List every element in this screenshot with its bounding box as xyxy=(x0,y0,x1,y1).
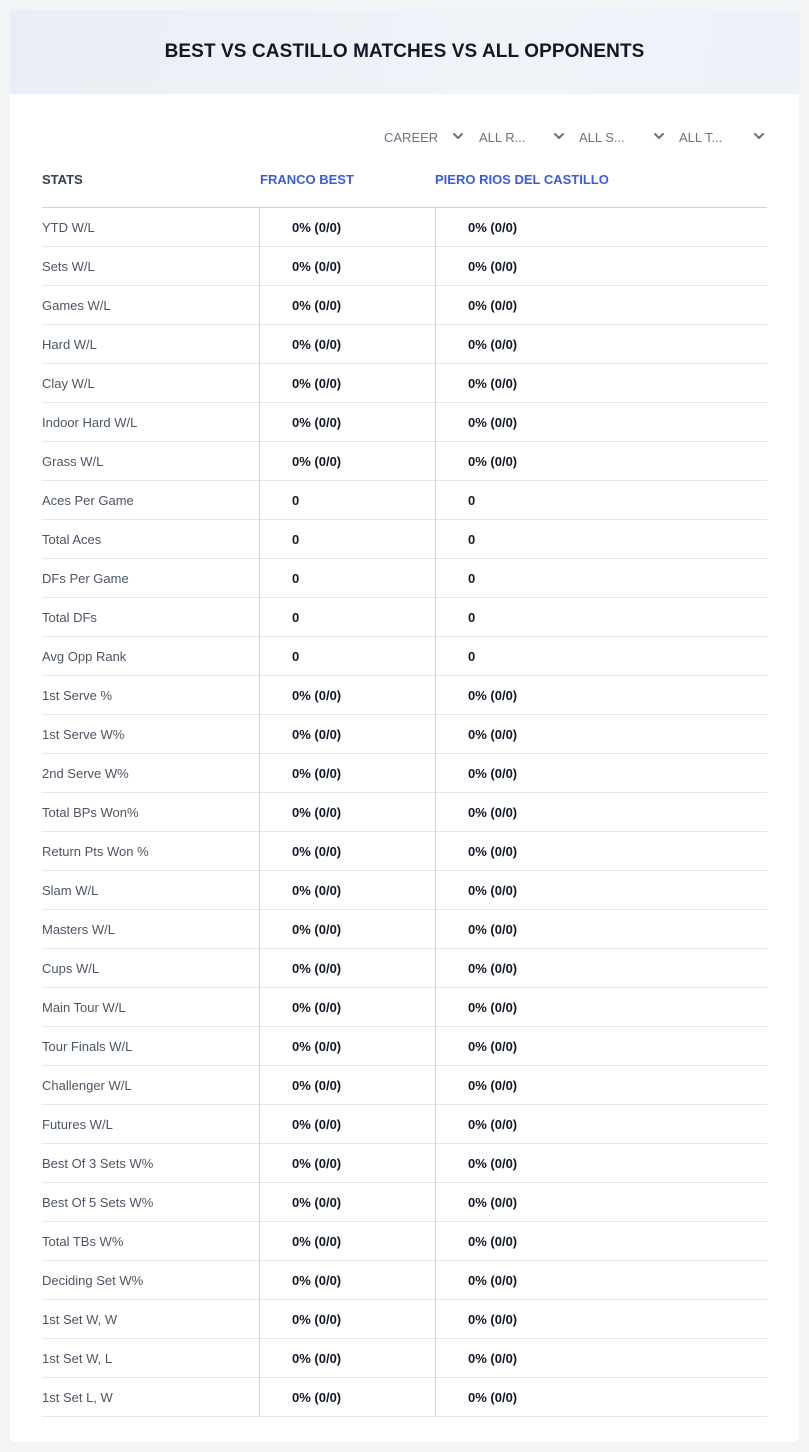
table-row xyxy=(42,1378,767,1417)
table-row xyxy=(42,1222,767,1261)
player1-value: 0% (0/0) xyxy=(292,337,342,352)
column-divider xyxy=(259,208,260,1417)
player1-value: 0 xyxy=(292,532,300,547)
player2-value: 0% (0/0) xyxy=(468,844,518,859)
player1-value: 0% (0/0) xyxy=(292,298,342,313)
player1-value: 0% (0/0) xyxy=(292,1156,342,1171)
stat-label: Total TBs W% xyxy=(42,1234,124,1249)
table-row xyxy=(42,208,767,247)
stat-label: Total DFs xyxy=(42,610,97,625)
chevron-down-icon xyxy=(553,130,565,142)
table-row xyxy=(42,1144,767,1183)
table-row xyxy=(42,949,767,988)
player1-value: 0% (0/0) xyxy=(292,454,342,469)
column-header-player2[interactable]: PIERO RIOS DEL CASTILLO xyxy=(435,172,609,187)
player1-value: 0% (0/0) xyxy=(292,688,342,703)
player2-value: 0% (0/0) xyxy=(468,766,518,781)
filter-round-select[interactable] xyxy=(479,126,565,148)
stat-label: Main Tour W/L xyxy=(42,1000,126,1015)
table-row xyxy=(42,910,767,949)
table-header xyxy=(42,156,767,208)
table-row xyxy=(42,1300,767,1339)
player2-value: 0 xyxy=(468,610,476,625)
player1-value: 0 xyxy=(292,610,300,625)
stat-label: 2nd Serve W% xyxy=(42,766,129,781)
stat-label: YTD W/L xyxy=(42,220,95,235)
table-row xyxy=(42,1183,767,1222)
player2-value: 0 xyxy=(468,571,476,586)
table-row xyxy=(42,715,767,754)
player2-value: 0% (0/0) xyxy=(468,376,518,391)
player1-value: 0% (0/0) xyxy=(292,1117,342,1132)
player2-value: 0% (0/0) xyxy=(468,961,518,976)
player2-value: 0% (0/0) xyxy=(468,1000,518,1015)
player1-value: 0 xyxy=(292,493,300,508)
table-row xyxy=(42,286,767,325)
table-row xyxy=(42,1105,767,1144)
player2-value: 0 xyxy=(468,649,476,664)
filter-period-label: CAREER xyxy=(384,129,439,145)
table-row xyxy=(42,325,767,364)
stat-label: Clay W/L xyxy=(42,376,95,391)
player1-value: 0% (0/0) xyxy=(292,727,342,742)
table-row xyxy=(42,637,767,676)
player2-value: 0 xyxy=(468,493,476,508)
player1-value: 0 xyxy=(292,571,300,586)
player2-value: 0% (0/0) xyxy=(468,259,518,274)
player2-value: 0% (0/0) xyxy=(468,1195,518,1210)
player2-value: 0% (0/0) xyxy=(468,688,518,703)
page-title: BEST VS CASTILLO MATCHES VS ALL OPPONENTS xyxy=(164,41,645,62)
stat-label: Aces Per Game xyxy=(42,493,134,508)
table-row xyxy=(42,676,767,715)
chevron-down-icon xyxy=(653,130,665,142)
stat-label: Total BPs Won% xyxy=(42,805,139,820)
player2-value: 0% (0/0) xyxy=(468,805,518,820)
player2-value: 0% (0/0) xyxy=(468,1312,518,1327)
filter-tournament-select[interactable] xyxy=(679,126,765,148)
table-row xyxy=(42,793,767,832)
chevron-down-icon xyxy=(753,130,765,142)
stat-label: Masters W/L xyxy=(42,922,115,937)
player1-value: 0% (0/0) xyxy=(292,883,342,898)
table-row xyxy=(42,871,767,910)
table-row xyxy=(42,559,767,598)
stat-label: Sets W/L xyxy=(42,259,95,274)
stat-label: Cups W/L xyxy=(42,961,100,976)
player1-value: 0% (0/0) xyxy=(292,844,342,859)
player2-value: 0% (0/0) xyxy=(468,922,518,937)
player1-value: 0% (0/0) xyxy=(292,961,342,976)
table-row xyxy=(42,247,767,286)
stat-label: DFs Per Game xyxy=(42,571,129,586)
stat-label: 1st Set W, L xyxy=(42,1351,113,1366)
table-row xyxy=(42,1339,767,1378)
stat-label: Deciding Set W% xyxy=(42,1273,144,1288)
stat-label: Grass W/L xyxy=(42,454,104,469)
player1-value: 0% (0/0) xyxy=(292,805,342,820)
player2-value: 0% (0/0) xyxy=(468,727,518,742)
player1-value: 0% (0/0) xyxy=(292,1312,342,1327)
table-row xyxy=(42,988,767,1027)
player1-value: 0% (0/0) xyxy=(292,220,342,235)
stat-label: Slam W/L xyxy=(42,883,99,898)
player2-value: 0% (0/0) xyxy=(468,1273,518,1288)
player2-value: 0% (0/0) xyxy=(468,220,518,235)
player1-value: 0% (0/0) xyxy=(292,259,342,274)
filter-surface-label: ALL S... xyxy=(579,129,625,145)
player1-value: 0% (0/0) xyxy=(292,415,342,430)
player2-value: 0% (0/0) xyxy=(468,337,518,352)
player2-value: 0% (0/0) xyxy=(468,1039,518,1054)
filter-tournament-label: ALL T... xyxy=(679,129,723,145)
player1-value: 0% (0/0) xyxy=(292,922,342,937)
stats-card xyxy=(10,10,799,1442)
player2-value: 0% (0/0) xyxy=(468,1156,518,1171)
player2-value: 0% (0/0) xyxy=(468,1390,518,1405)
filter-round-label: ALL R... xyxy=(479,129,526,145)
player2-value: 0% (0/0) xyxy=(468,298,518,313)
table-row xyxy=(42,598,767,637)
table-row xyxy=(42,442,767,481)
stat-label: Challenger W/L xyxy=(42,1078,132,1093)
column-header-stats: STATS xyxy=(42,172,83,187)
stat-label: 1st Serve W% xyxy=(42,727,125,742)
filter-surface-select[interactable] xyxy=(579,126,665,148)
player2-value: 0% (0/0) xyxy=(468,1234,518,1249)
player1-value: 0% (0/0) xyxy=(292,1273,342,1288)
table-row xyxy=(42,364,767,403)
player1-value: 0% (0/0) xyxy=(292,766,342,781)
player1-value: 0% (0/0) xyxy=(292,1351,342,1366)
stat-label: Games W/L xyxy=(42,298,111,313)
player2-value: 0% (0/0) xyxy=(468,454,518,469)
table-body xyxy=(42,208,767,1417)
player2-value: 0 xyxy=(468,532,476,547)
player2-value: 0% (0/0) xyxy=(468,883,518,898)
stat-label: Hard W/L xyxy=(42,337,97,352)
table-row xyxy=(42,403,767,442)
stat-label: 1st Set L, W xyxy=(42,1390,113,1405)
stat-label: 1st Serve % xyxy=(42,688,113,703)
stat-label: Futures W/L xyxy=(42,1117,113,1132)
card-header xyxy=(10,10,799,94)
stat-label: Avg Opp Rank xyxy=(42,649,127,664)
stat-label: Best Of 3 Sets W% xyxy=(42,1156,154,1171)
player1-value: 0% (0/0) xyxy=(292,1390,342,1405)
player1-value: 0% (0/0) xyxy=(292,1195,342,1210)
player1-value: 0% (0/0) xyxy=(292,1000,342,1015)
stat-label: Return Pts Won % xyxy=(42,844,149,859)
stat-label: Indoor Hard W/L xyxy=(42,415,138,430)
stat-label: Tour Finals W/L xyxy=(42,1039,133,1054)
filter-bar xyxy=(10,126,799,148)
column-header-player1[interactable]: FRANCO BEST xyxy=(260,172,354,187)
player1-value: 0 xyxy=(292,649,300,664)
column-divider xyxy=(435,208,436,1417)
player2-value: 0% (0/0) xyxy=(468,1078,518,1093)
table-row xyxy=(42,1027,767,1066)
table-row xyxy=(42,481,767,520)
table-row xyxy=(42,1261,767,1300)
table-row xyxy=(42,832,767,871)
table-row xyxy=(42,520,767,559)
stat-label: Total Aces xyxy=(42,532,102,547)
player2-value: 0% (0/0) xyxy=(468,1351,518,1366)
player2-value: 0% (0/0) xyxy=(468,1117,518,1132)
stat-label: Best Of 5 Sets W% xyxy=(42,1195,154,1210)
player1-value: 0% (0/0) xyxy=(292,1078,342,1093)
table-row xyxy=(42,754,767,793)
player1-value: 0% (0/0) xyxy=(292,376,342,391)
chevron-down-icon xyxy=(452,130,464,142)
stats-table xyxy=(42,156,767,1417)
table-row xyxy=(42,1066,767,1105)
stat-label: 1st Set W, W xyxy=(42,1312,118,1327)
player1-value: 0% (0/0) xyxy=(292,1039,342,1054)
filter-period-select[interactable] xyxy=(384,126,464,148)
player2-value: 0% (0/0) xyxy=(468,415,518,430)
player1-value: 0% (0/0) xyxy=(292,1234,342,1249)
